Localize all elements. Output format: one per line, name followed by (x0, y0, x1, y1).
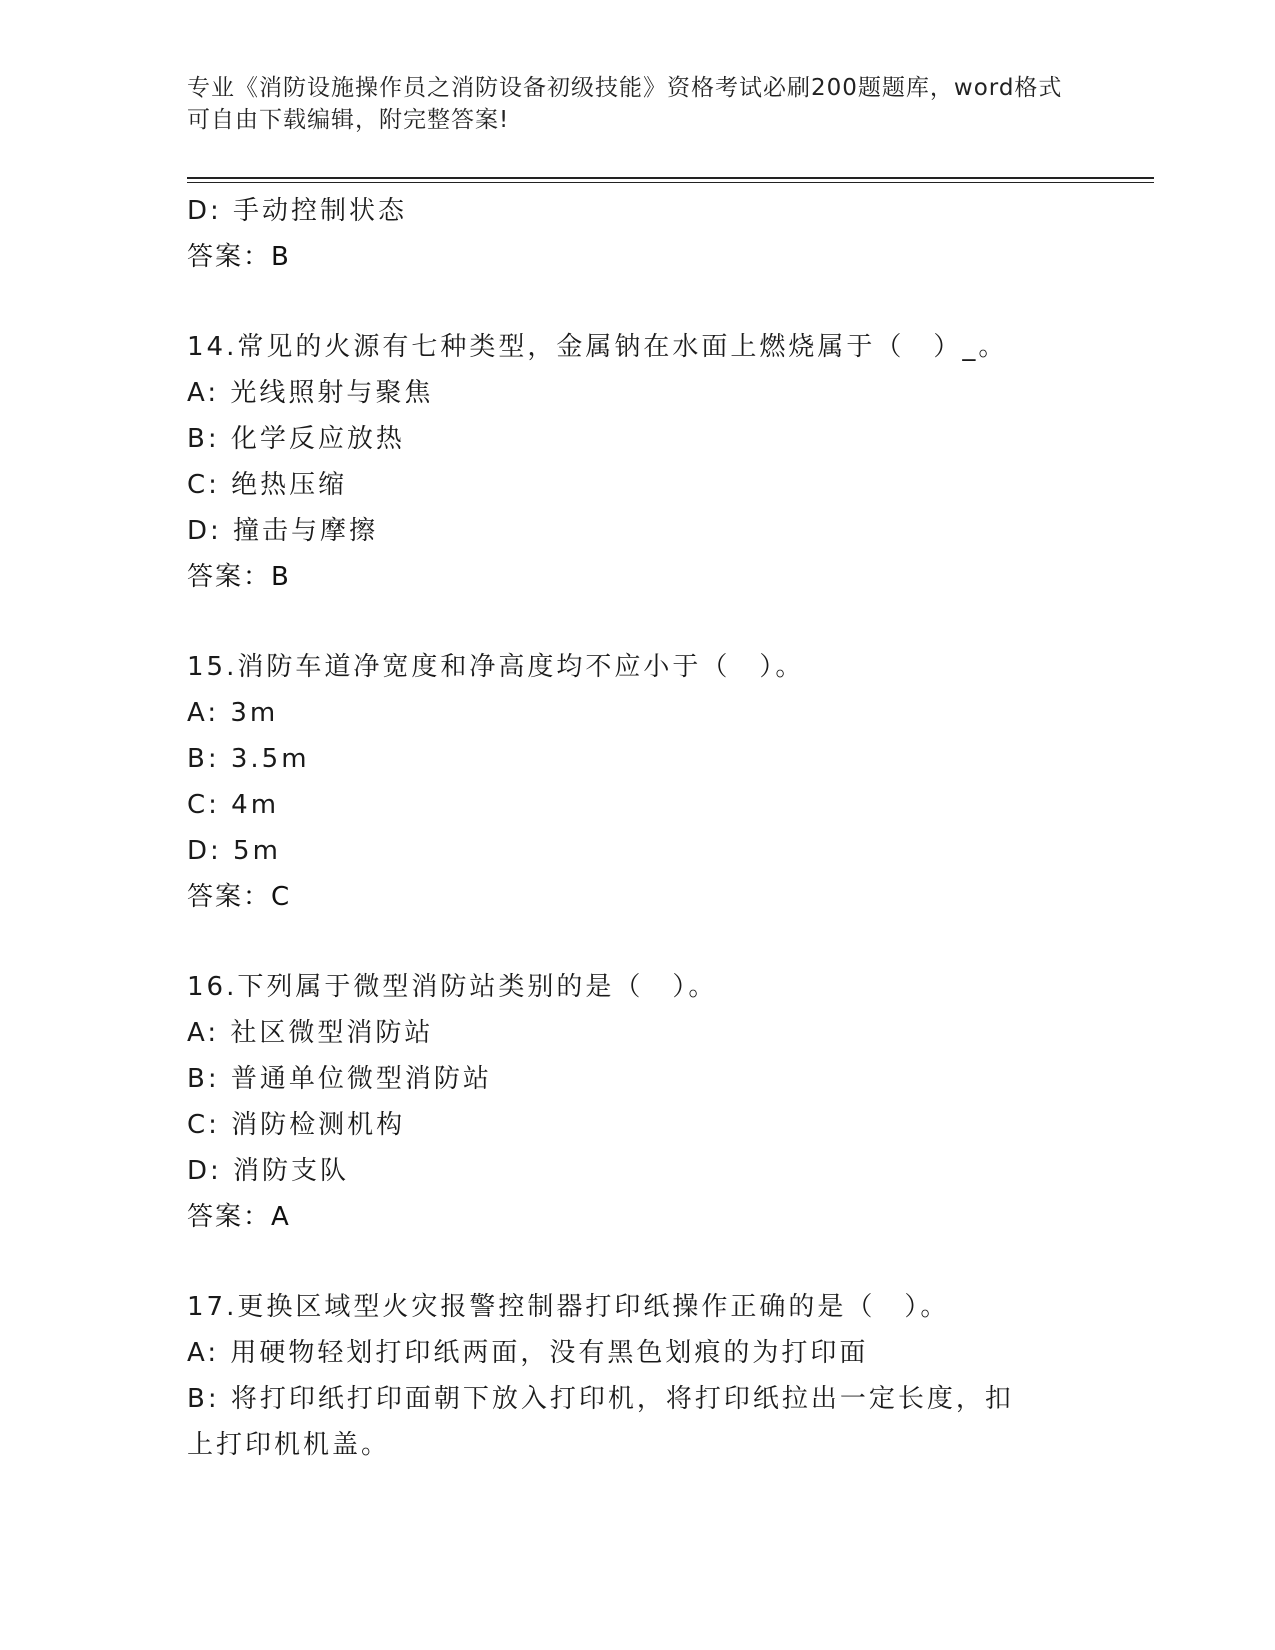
option-a: A: 用硬物轻划打印纸两面，没有黑色划痕的为打印面 (187, 1338, 869, 1368)
document-header: 专业《消防设施操作员之消防设备初级技能》资格考试必刷200题题库，word格式可自由下载编辑，附完整答案! (187, 75, 1063, 133)
header-rule-thin (187, 182, 1154, 183)
option-b: B: 化学反应放热 (187, 424, 405, 454)
q13-answer: 答案：B (187, 242, 291, 272)
question-stem: 14.常见的火源有七种类型，金属钠在水面上燃烧属于（ ）_。 (187, 332, 1008, 362)
option-b: B: 普通单位微型消防站 (187, 1064, 492, 1094)
answer: 答案：C (187, 882, 292, 912)
question-stem: 17.更换区域型火灾报警控制器打印纸操作正确的是（ ）。 (187, 1292, 950, 1322)
option-c: C: 绝热压缩 (187, 470, 348, 500)
question-list (187, 188, 1087, 1468)
option-b: B: 3.5m (187, 744, 310, 774)
option-d: D: 5m (187, 836, 281, 866)
option-d: D: 撞击与摩擦 (187, 516, 379, 546)
question-17 (187, 1284, 1087, 1468)
option-d: D: 消防支队 (187, 1156, 350, 1186)
question-stem: 15.消防车道净宽度和净高度均不应小于（ ）。 (187, 652, 805, 682)
option-a: A: 3m (187, 698, 279, 728)
option-a: A: 社区微型消防站 (187, 1018, 434, 1048)
question-15 (187, 644, 1087, 920)
q13-option-d: D: 手动控制状态 (187, 196, 408, 226)
option-c: C: 消防检测机构 (187, 1110, 406, 1140)
question-16 (187, 964, 1087, 1240)
answer: 答案：B (187, 562, 291, 592)
option-a: A: 光线照射与聚焦 (187, 378, 434, 408)
question-stem: 16.下列属于微型消防站类别的是（ ）。 (187, 972, 718, 1002)
header-rule-thick (187, 177, 1154, 179)
option-c: C: 4m (187, 790, 280, 820)
answer: 答案：A (187, 1202, 291, 1232)
question-14 (187, 324, 1087, 600)
option-b: B: 将打印纸打印面朝下放入打印机，将打印纸拉出一定长度，扣上打印机机盖。 (187, 1384, 1014, 1460)
